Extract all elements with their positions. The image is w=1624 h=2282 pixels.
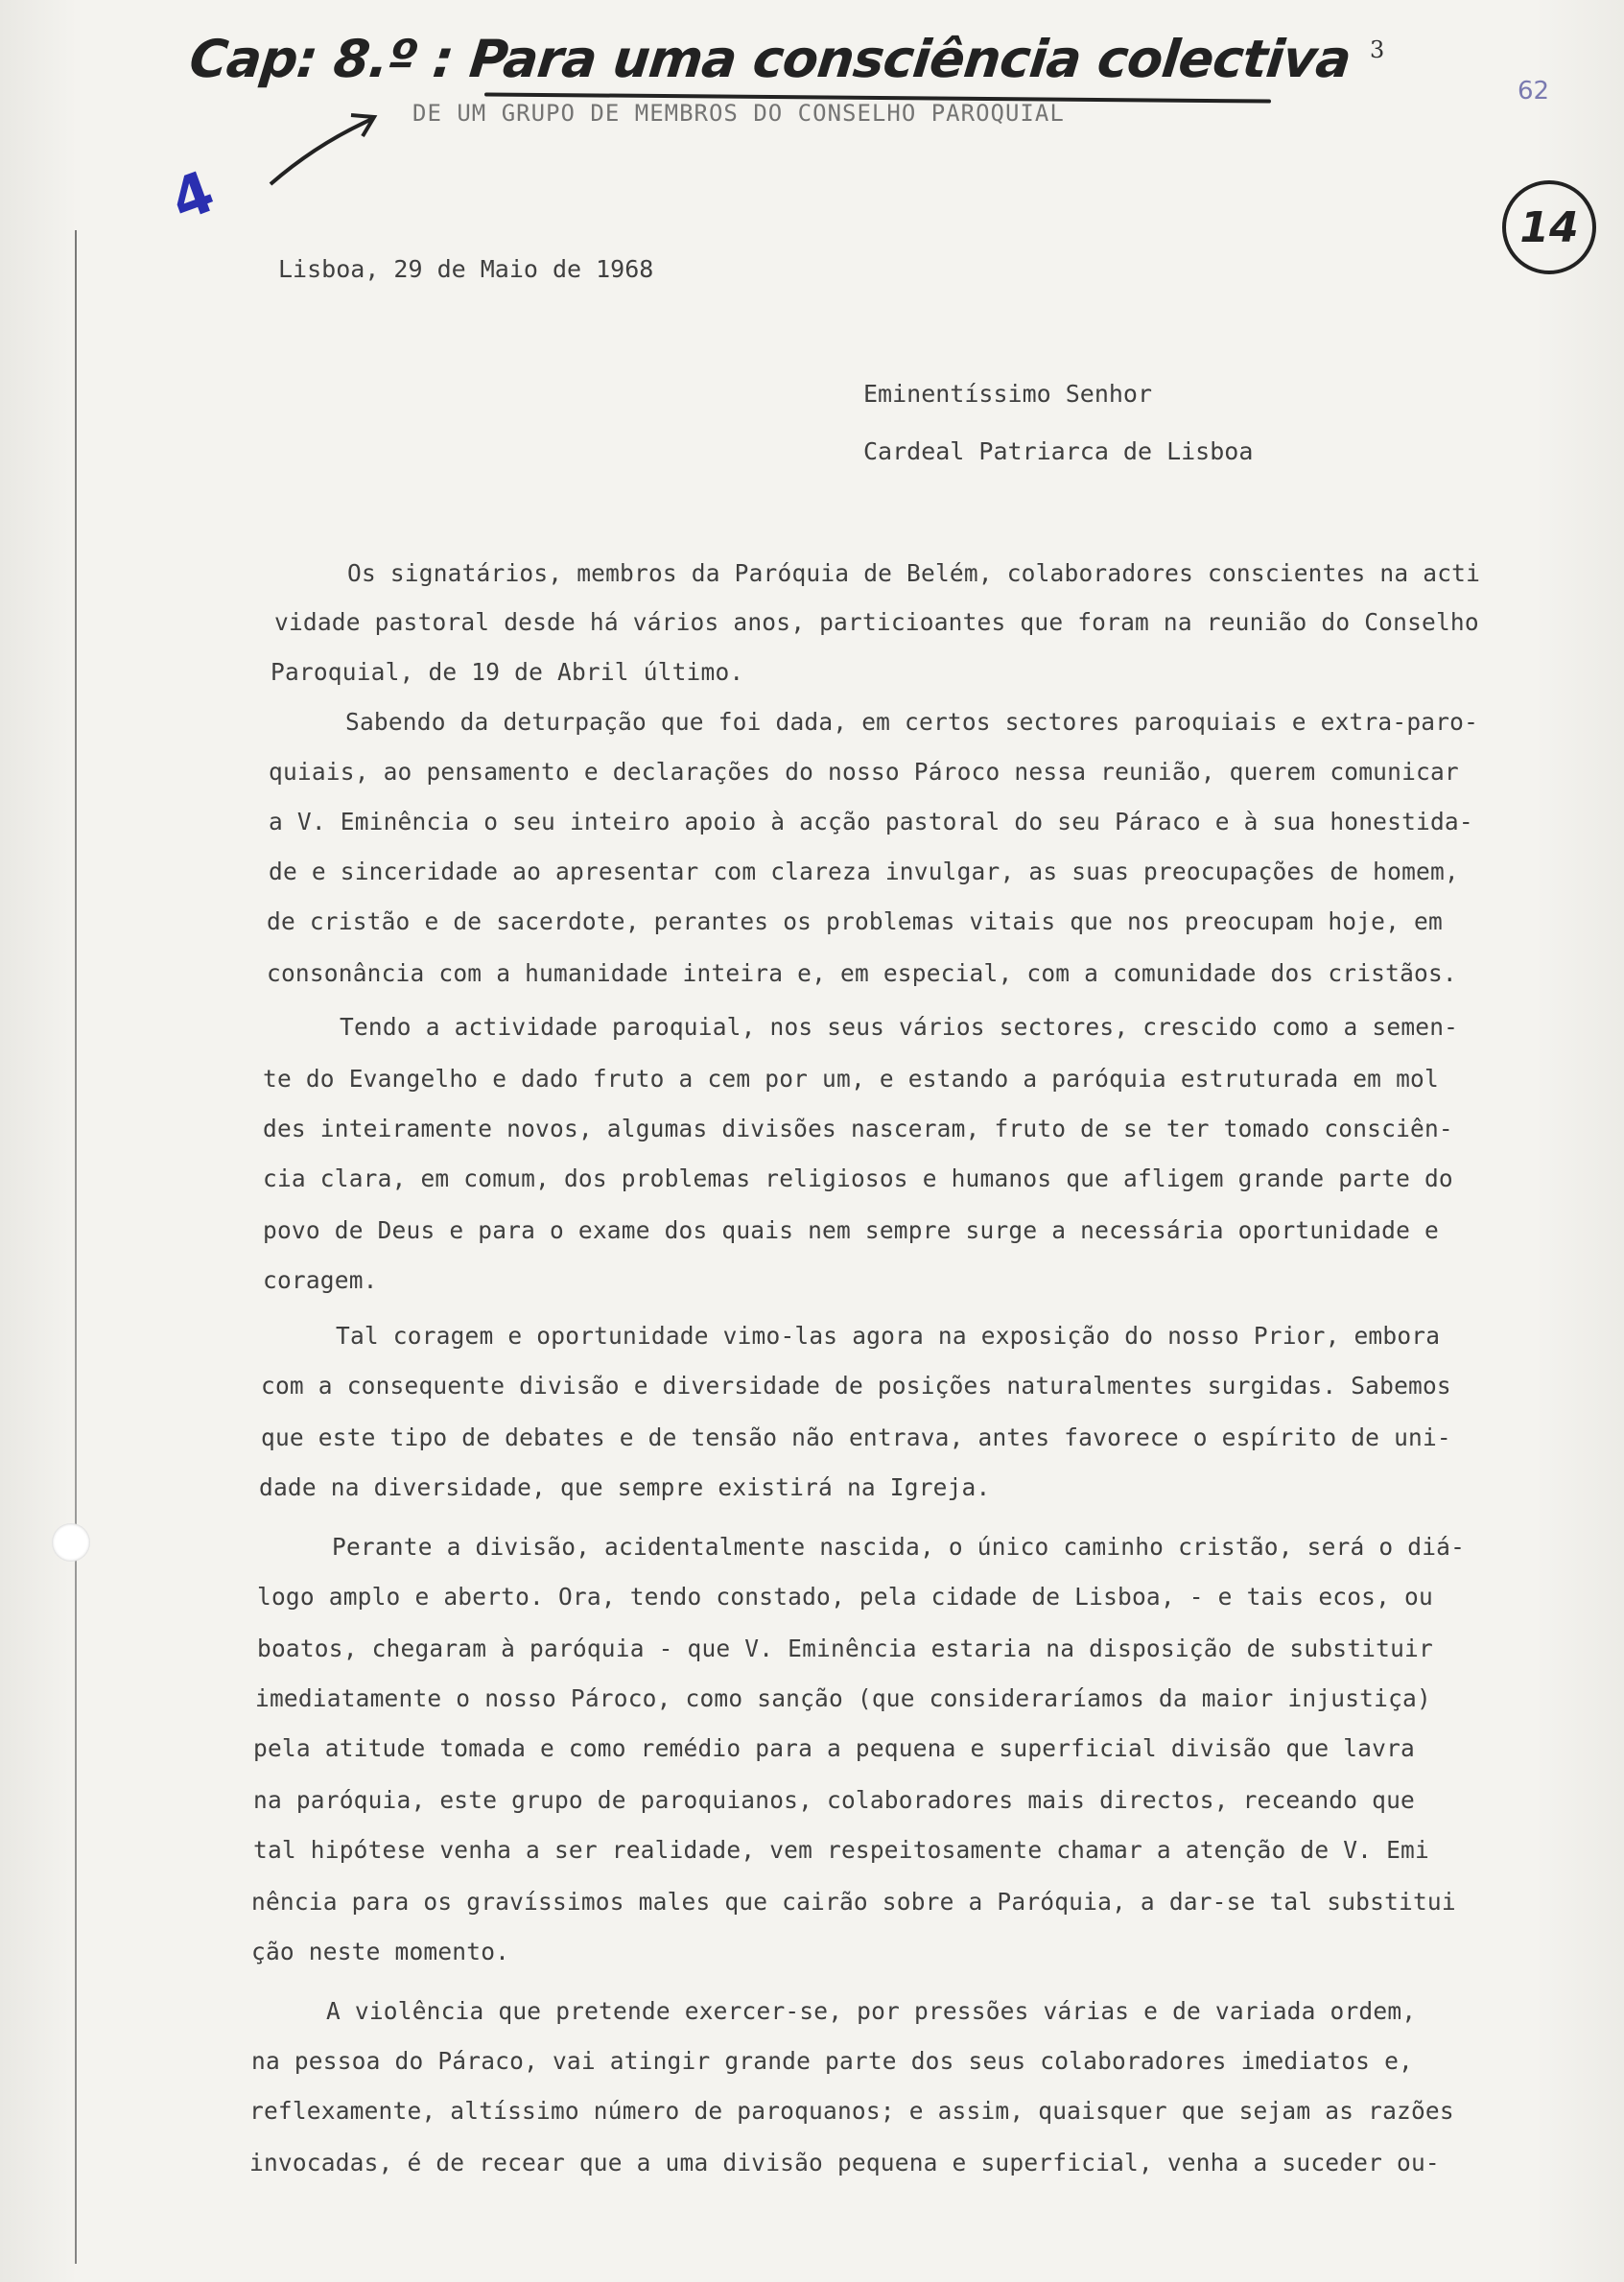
body-line: consonância com a humanidade inteira e, em especial, com a comunidade dos cristãos. (267, 959, 1457, 987)
body-line: boatos, chegaram à paróquia - que V. Eminência estaria na disposição de substituir (257, 1635, 1433, 1662)
body-line: invocadas, é de recear que a uma divisão pequena e superficial, venha a suceder ou- (249, 2149, 1440, 2176)
body-line: Os signatários, membros da Paróquia de Belém, colaboradores conscientes na acti (347, 559, 1481, 587)
body-line: vidade pastoral desde há vários anos, particioantes que foram na reunião do Conselho (274, 608, 1479, 636)
page-number: 3 (1370, 36, 1385, 63)
body-line: povo de Deus e para o exame dos quais nem sempre surge a necessária oportunidade e (263, 1216, 1439, 1244)
body-line: quiais, ao pensamento e declarações do nosso Pároco nessa reunião, querem comunicar (269, 758, 1459, 786)
body-line: Paroquial, de 19 de Abril último. (271, 658, 744, 686)
body-line: de e sinceridade ao apresentar com clareza invulgar, as suas preocupações de homem, (269, 858, 1459, 885)
body-line: que este tipo de debates e de tensão não entrava, antes favorece o espírito de uni- (261, 1423, 1451, 1451)
body-line: Perante a divisão, acidentalmente nascida, o único caminho cristão, será o diá- (332, 1533, 1466, 1561)
arrow-icon (259, 106, 393, 192)
body-line: a V. Eminência o seu inteiro apoio à acção pastoral do seu Páraco e à sua honestida- (269, 808, 1473, 835)
body-line: cia clara, em comum, dos problemas religiosos e humanos que afligem grande parte do (263, 1165, 1453, 1192)
margin-rule (75, 230, 77, 2264)
pencil-page-number: 62 (1518, 77, 1550, 106)
date-line: Lisboa, 29 de Maio de 1968 (278, 255, 654, 283)
body-line: pela atitude tomada e como remédio para a pequena e superficial divisão que lavra (253, 1734, 1415, 1762)
body-line: A violência que pretende exercer-se, por pressões várias e de variada ordem, (326, 1997, 1417, 2025)
body-line: na pessoa do Páraco, vai atingir grande parte dos seus colaboradores imediatos e, (251, 2047, 1413, 2075)
body-line: te do Evangelho e dado fruto a cem por um, e estando a paróquia estruturada em mol (263, 1065, 1439, 1093)
body-line: Sabendo da deturpação que foi dada, em certos sectores paroquiais e extra-paro- (345, 708, 1479, 736)
margin-number: 4 (162, 157, 224, 236)
body-line: na paróquia, este grupo de paroquianos, colaboradores mais directos, receando que (253, 1786, 1415, 1814)
body-line: coragem. (263, 1266, 378, 1294)
addressee-title: Eminentíssimo Senhor (863, 380, 1153, 408)
body-line: dade na diversidade, que sempre existirá na Igreja. (259, 1473, 991, 1501)
body-line: de cristão e de sacerdote, perantes os problemas vitais que nos preocupam hoje, em (267, 907, 1443, 935)
addressee-name: Cardeal Patriarca de Lisboa (863, 437, 1254, 465)
body-line: reflexamente, altíssimo número de paroquanos; e assim, quaisquer que sejam as razões (249, 2097, 1454, 2125)
body-line: Tendo a actividade paroquial, nos seus vários sectores, crescido como a semen- (340, 1013, 1459, 1041)
header-line: DE UM GRUPO DE MEMBROS DO CONSELHO PAROQUIAL (412, 100, 1065, 127)
body-line: Tal coragem e oportunidade vimo-las agora na exposição do nosso Prior, embora (336, 1322, 1441, 1350)
body-line: tal hipótese venha a ser realidade, vem respeitosamente chamar a atenção de V. Emi (253, 1836, 1429, 1864)
circled-number: 14 (1502, 180, 1596, 274)
punch-hole (52, 1523, 90, 1562)
body-line: com a consequente divisão e diversidade de posições naturalmentes surgidas. Sabemos (261, 1372, 1451, 1400)
body-line: imediatamente o nosso Pároco, como sanção (que consideraríamos da maior injustiça) (255, 1684, 1431, 1712)
body-line: nência para os gravíssimos males que cairão sobre a Paróquia, a dar-se tal substitui (251, 1888, 1456, 1916)
body-line: des inteiramente novos, algumas divisões nasceram, fruto de se ter tomado consciên- (263, 1115, 1453, 1142)
body-line: ção neste momento. (251, 1938, 510, 1965)
body-line: logo amplo e aberto. Ora, tendo constado, pela cidade de Lisboa, - e tais ecos, ou (257, 1583, 1433, 1611)
handwritten-chapter-title: Cap: 8.º : Para uma consciência colectiva (186, 29, 1353, 89)
